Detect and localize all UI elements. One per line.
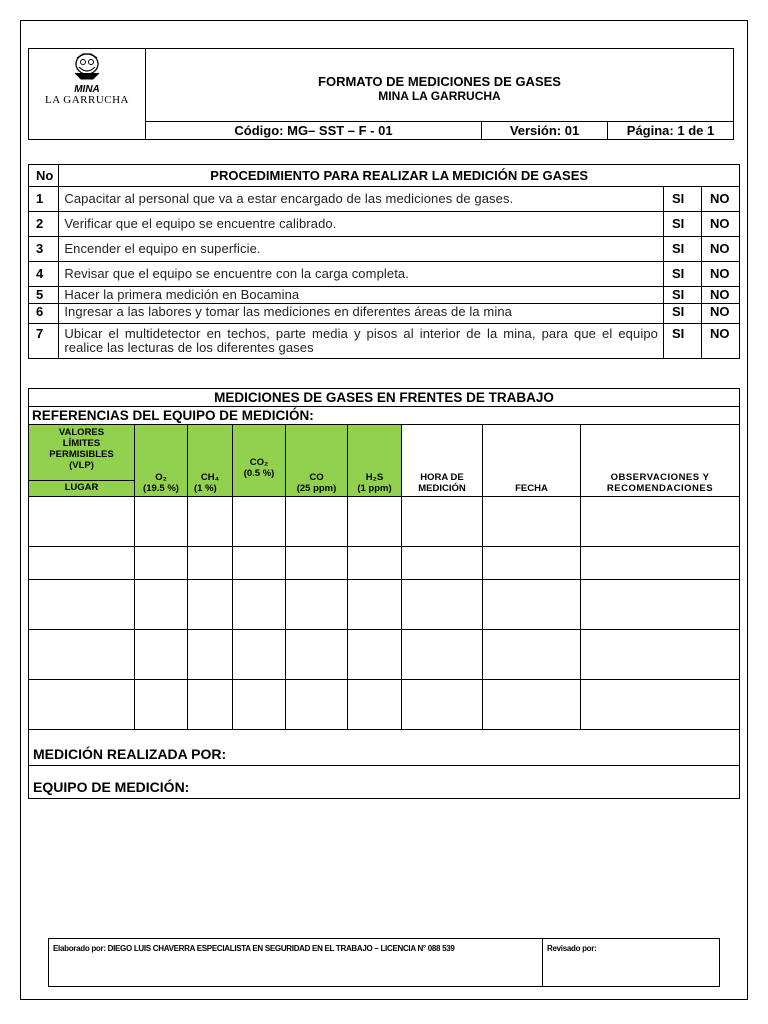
cell-ch4[interactable] [188, 680, 233, 730]
step-number: 4 [29, 262, 59, 287]
step-text: Hacer la primera medición en Bocamina [59, 287, 664, 304]
no-checkbox[interactable]: NO [702, 262, 740, 287]
step-text: Revisar que el equipo se encuentre con la carga completa. [59, 262, 664, 287]
step-number: 5 [29, 287, 59, 304]
yes-checkbox[interactable]: SI [664, 324, 702, 359]
cell-date[interactable] [483, 497, 581, 547]
table-row [29, 680, 740, 730]
cell-h2s[interactable] [348, 497, 402, 547]
cell-h2s[interactable] [348, 630, 402, 680]
cell-co2[interactable] [233, 547, 286, 580]
cell-date[interactable] [483, 547, 581, 580]
cell-co[interactable] [286, 680, 348, 730]
table-row [29, 630, 740, 680]
h2s-limit: (1 ppm) [357, 483, 392, 494]
yes-checkbox[interactable]: SI [664, 187, 702, 212]
cell-obs[interactable] [581, 630, 740, 680]
yes-checkbox[interactable]: SI [664, 237, 702, 262]
cell-o2[interactable] [135, 497, 188, 547]
cell-ch4[interactable] [188, 630, 233, 680]
h2s-label: H₂S [365, 472, 384, 483]
ch4-header [188, 425, 233, 497]
o2-limit: (19.5 %) [143, 483, 179, 494]
col-no-header: No [29, 165, 59, 187]
ch4-label: CH₄ [200, 472, 220, 483]
table-row [29, 547, 740, 580]
logo-mina-text: MINA [74, 84, 100, 95]
co-header [286, 425, 348, 497]
signature-table [48, 938, 720, 987]
measurements-table [28, 424, 740, 730]
place-header: LUGAR [29, 481, 135, 497]
step-text: Verificar que el equipo se encuentre calibrado. [59, 212, 664, 237]
cell-ch4[interactable] [188, 580, 233, 630]
yes-checkbox[interactable]: SI [664, 304, 702, 324]
cell-co[interactable] [286, 630, 348, 680]
cell-h2s[interactable] [348, 680, 402, 730]
no-checkbox[interactable]: NO [702, 304, 740, 324]
o2-label: O₂ [155, 472, 167, 483]
cell-place[interactable] [29, 680, 135, 730]
step-text: Encender el equipo en superficie. [59, 237, 664, 262]
reviewed-by[interactable]: Revisado por: [543, 939, 720, 987]
references-label: REFERENCIAS DEL EQUIPO DE MEDICIÓN: [29, 407, 740, 425]
cell-co2[interactable] [233, 497, 286, 547]
step-number: 1 [29, 187, 59, 212]
step-number: 6 [29, 304, 59, 324]
cell-obs[interactable] [581, 547, 740, 580]
cell-o2[interactable] [135, 547, 188, 580]
cell-ch4[interactable] [188, 547, 233, 580]
page-subtitle: MINA LA GARRUCHA [378, 89, 501, 103]
co-label: CO [309, 472, 324, 483]
step-number: 7 [29, 324, 59, 359]
cell-hour[interactable] [402, 630, 483, 680]
cell-o2[interactable] [135, 630, 188, 680]
obs-header: OBSERVACIONES Y RECOMENDACIONES [581, 425, 740, 497]
cell-hour[interactable] [402, 580, 483, 630]
step-text: Ubicar el multidetector en techos, parte media y pisos al interior de la mina, para que el equipo realice las lecturas de los diferentes gases [59, 324, 664, 359]
footer-fields-table [28, 729, 740, 799]
cell-obs[interactable] [581, 580, 740, 630]
step-text: Ingresar a las labores y tomar las mediciones en diferentes áreas de la mina [59, 304, 664, 324]
co2-label: CO₂ [249, 456, 269, 468]
page-title: FORMATO DE MEDICIONES DE GASES [318, 74, 561, 89]
table-row [29, 580, 740, 630]
cell-co[interactable] [286, 547, 348, 580]
measured-by-field[interactable]: MEDICIÓN REALIZADA POR: [29, 730, 740, 766]
cell-ch4[interactable] [188, 497, 233, 547]
cell-date[interactable] [483, 680, 581, 730]
no-checkbox[interactable]: NO [702, 287, 740, 304]
cell-place[interactable] [29, 547, 135, 580]
section-title: MEDICIONES DE GASES EN FRENTES DE TRABAJO [29, 389, 740, 407]
cell-co[interactable] [286, 497, 348, 547]
o2-header [135, 425, 188, 497]
no-checkbox[interactable]: NO [702, 187, 740, 212]
yes-checkbox[interactable]: SI [664, 262, 702, 287]
ch4-limit: (1 %) [194, 483, 217, 494]
equipment-field[interactable]: EQUIPO DE MEDICIÓN: [29, 766, 740, 799]
h2s-header [348, 425, 402, 497]
logo-name-text: LA GARRUCHA [44, 94, 130, 106]
section-title-table [28, 388, 740, 425]
logo-cell [29, 49, 146, 140]
page-number-cell: Página: 1 de 1 [608, 122, 734, 140]
no-checkbox[interactable]: NO [702, 237, 740, 262]
procedure-table [28, 164, 740, 359]
vlp-header: VALORES LÍMITES PERMISIBLES (VLP) [29, 425, 135, 481]
cell-place[interactable] [29, 497, 135, 547]
step-text: Capacitar al personal que va a estar encargado de las mediciones de gases. [59, 187, 664, 212]
cell-h2s[interactable] [348, 547, 402, 580]
cell-co[interactable] [286, 580, 348, 630]
yes-checkbox[interactable]: SI [664, 212, 702, 237]
procedure-title: PROCEDIMIENTO PARA REALIZAR LA MEDICIÓN DE GASES [59, 165, 740, 187]
cell-co2[interactable] [233, 630, 286, 680]
version-cell: Versión: 01 [482, 122, 608, 140]
no-checkbox[interactable]: NO [702, 212, 740, 237]
title-cell [146, 49, 734, 122]
cell-co2[interactable] [233, 580, 286, 630]
co-limit: (25 ppm) [296, 483, 337, 494]
cell-place[interactable] [29, 630, 135, 680]
no-checkbox[interactable]: NO [702, 324, 740, 359]
cell-date[interactable] [483, 580, 581, 630]
cell-hour[interactable] [402, 497, 483, 547]
co2-limit: (0.5 %) [243, 467, 275, 479]
cell-date[interactable] [483, 630, 581, 680]
yes-checkbox[interactable]: SI [664, 287, 702, 304]
code-cell: Código: MG– SST – F - 01 [146, 122, 482, 140]
cell-obs[interactable] [581, 680, 740, 730]
cell-hour[interactable] [402, 547, 483, 580]
cell-co2[interactable] [233, 680, 286, 730]
cell-o2[interactable] [135, 580, 188, 630]
cell-place[interactable] [29, 580, 135, 630]
mine-logo-icon [67, 51, 107, 85]
cell-o2[interactable] [135, 680, 188, 730]
co2-header [233, 425, 286, 497]
prepared-by: Elaborado por: DIEGO LUIS CHAVERRA ESPECIALISTA EN SEGURIDAD EN EL TRABAJO – LICENCIA N° 088 539 [49, 939, 543, 987]
cell-h2s[interactable] [348, 580, 402, 630]
step-number: 3 [29, 237, 59, 262]
header-table [28, 48, 734, 140]
cell-hour[interactable] [402, 680, 483, 730]
hour-header: HORA DE MEDICIÓN [402, 425, 483, 497]
step-number: 2 [29, 212, 59, 237]
cell-obs[interactable] [581, 497, 740, 547]
date-header: FECHA [483, 425, 581, 497]
table-row [29, 497, 740, 547]
